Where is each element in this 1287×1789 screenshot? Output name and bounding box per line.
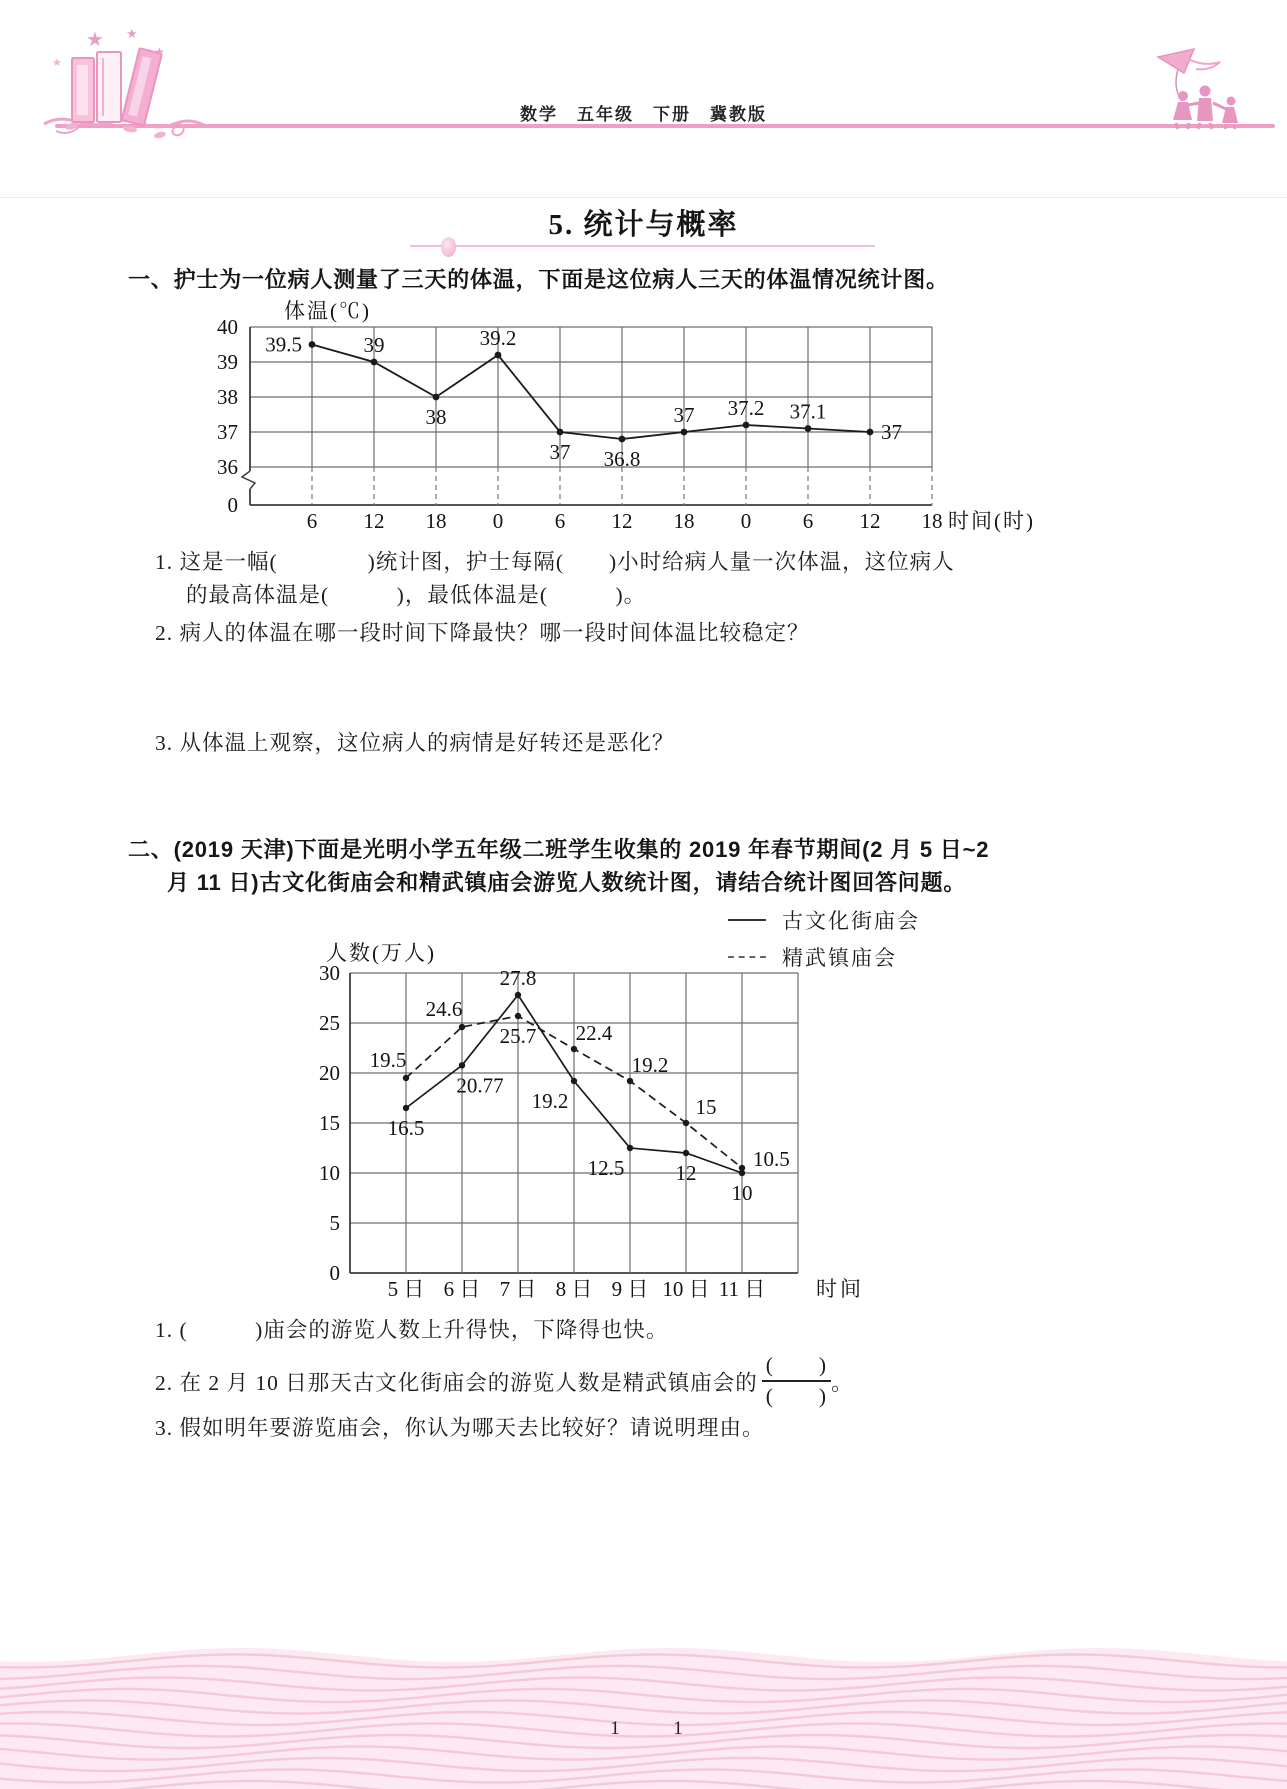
q2-sub2-period: 。 xyxy=(831,1370,854,1395)
data-label: 12.5 xyxy=(587,1156,625,1180)
y-tick-label: 25 xyxy=(319,1011,340,1035)
data-point xyxy=(557,429,564,436)
data-label: 19.2 xyxy=(631,1053,669,1077)
data-line xyxy=(312,345,870,440)
data-label: 27.8 xyxy=(499,966,537,990)
x-tick-label: 6 日 xyxy=(443,1277,481,1301)
star-icon: ★ xyxy=(52,57,62,69)
data-label: 16.5 xyxy=(387,1116,425,1140)
data-label: 36.8 xyxy=(603,447,641,471)
visitors-line-chart xyxy=(280,930,1000,1330)
x-tick-label: 9 日 xyxy=(611,1277,649,1301)
data-label: 24.6 xyxy=(425,997,463,1021)
data-label: 12 xyxy=(675,1161,697,1185)
title-underline xyxy=(410,245,875,247)
axis-break-icon xyxy=(242,471,255,489)
header-course-label: 数学 五年级 下册 冀教版 xyxy=(520,105,767,124)
data-point xyxy=(309,341,316,348)
legend-label: 古文化街庙会 xyxy=(782,908,920,933)
q2-sub1: 1. ( )庙会的游览人数上升得快，下降得也快。 xyxy=(155,1318,669,1342)
y-tick-label: 15 xyxy=(319,1111,340,1135)
data-point xyxy=(433,394,440,401)
y-tick-label: 39 xyxy=(217,350,238,374)
header-separator xyxy=(0,197,1287,198)
x-tick-label: 0 xyxy=(492,509,504,533)
data-point xyxy=(681,429,688,436)
x-tick-label: 8 日 xyxy=(555,1277,593,1301)
q1-sub1-line1: 1. 这是一幅( )统计图，护士每隔( )小时给病人量一次体温，这位病人 xyxy=(155,550,955,574)
data-point xyxy=(683,1120,689,1126)
data-point xyxy=(743,422,750,429)
y-tick-label: 0 xyxy=(329,1261,340,1285)
x-axis-title: 时间(时) xyxy=(948,509,1035,533)
data-point xyxy=(515,992,521,998)
data-label: 20.77 xyxy=(456,1073,504,1098)
data-label: 19.5 xyxy=(369,1048,407,1072)
y-axis-title: 体温(℃) xyxy=(284,299,371,323)
x-tick-label: 6 xyxy=(554,509,566,533)
q1-sub3: 3. 从体温上观察，这位病人的病情是好转还是恶化？ xyxy=(155,731,675,755)
data-label: 39.5 xyxy=(265,332,302,357)
q2-sub2-text: 2. 在 2 月 10 日那天古文化街庙会的游览人数是精武镇庙会的 xyxy=(155,1370,758,1395)
y-tick-label: 30 xyxy=(319,961,340,985)
y-tick-label: 37 xyxy=(217,420,238,444)
y-tick-label: 40 xyxy=(217,315,238,339)
x-tick-label: 18 xyxy=(921,509,943,533)
data-point xyxy=(867,429,874,436)
fraction-denominator: ( ) xyxy=(765,1384,828,1408)
legend-label: 精武镇庙会 xyxy=(782,945,897,970)
x-tick-label: 12 xyxy=(859,509,881,533)
fraction-numerator: ( ) xyxy=(762,1354,831,1382)
y-axis-title: 人数(万人) xyxy=(326,941,436,965)
temperature-line-chart xyxy=(150,295,1160,545)
data-point xyxy=(495,352,502,359)
data-label: 19.2 xyxy=(531,1089,569,1113)
data-label: 37 xyxy=(549,440,571,464)
data-label: 22.4 xyxy=(575,1021,613,1045)
q2-stem-line1: 二、(2019 天津)下面是光明小学五年级二班学生收集的 2019 年春节期间(2 月 5 日~2 xyxy=(128,837,990,862)
data-label: 25.7 xyxy=(499,1024,537,1048)
data-point xyxy=(683,1150,689,1156)
star-icon: ★ xyxy=(126,28,138,41)
data-label: 37.1 xyxy=(789,399,827,424)
data-label: 37.2 xyxy=(727,396,765,420)
data-label: 39.2 xyxy=(479,326,517,350)
q1-stem: 一、护士为一位病人测量了三天的体温，下面是这位病人三天的体温情况统计图。 xyxy=(128,267,949,292)
data-label: 10.5 xyxy=(753,1147,790,1171)
x-tick-label: 10 日 xyxy=(662,1277,710,1301)
y-tick-label: 36 xyxy=(217,455,238,479)
y-tick-label: 0 xyxy=(227,493,238,517)
solid-line-icon xyxy=(728,919,766,921)
q1-sub2: 2. 病人的体温在哪一段时间下降最快？哪一段时间体温比较稳定？ xyxy=(155,621,810,645)
x-tick-label: 12 xyxy=(363,509,385,533)
q2-sub3: 3. 假如明年要游览庙会，你认为哪天去比较好？请说明理由。 xyxy=(155,1416,765,1440)
page-number-right: 1 xyxy=(673,1718,683,1739)
data-point xyxy=(403,1075,409,1081)
data-label: 10 xyxy=(731,1181,753,1205)
y-tick-label: 5 xyxy=(329,1211,340,1235)
x-tick-label: 5 日 xyxy=(387,1277,425,1301)
footer-wave-band xyxy=(0,1641,1287,1789)
data-label: 15 xyxy=(695,1095,717,1119)
data-point xyxy=(805,425,812,432)
data-point xyxy=(627,1078,633,1084)
data-point xyxy=(515,1013,521,1019)
data-point xyxy=(619,436,626,443)
x-tick-label: 0 xyxy=(740,509,752,533)
x-tick-label: 11 日 xyxy=(718,1277,766,1301)
data-point xyxy=(459,1024,465,1030)
q1-sub1-line2: 的最高体温是( )，最低体温是( )。 xyxy=(186,583,647,607)
x-tick-label: 6 xyxy=(802,509,814,533)
x-tick-label: 18 xyxy=(673,509,695,533)
x-axis-title: 时间 xyxy=(816,1277,864,1301)
q2-sub2 xyxy=(155,1352,854,1410)
y-tick-label: 20 xyxy=(319,1061,340,1085)
data-point xyxy=(571,1078,577,1084)
data-point xyxy=(739,1165,745,1171)
x-tick-label: 18 xyxy=(425,509,447,533)
data-label: 39 xyxy=(363,333,385,357)
page-title: 5. 统计与概率 xyxy=(548,209,739,241)
y-tick-label: 38 xyxy=(217,385,238,409)
star-icon: ★ xyxy=(86,29,104,51)
data-point xyxy=(627,1145,633,1151)
q2-stem-line2: 月 11 日)古文化街庙会和精武镇庙会游览人数统计图，请结合统计图回答问题。 xyxy=(167,870,967,895)
page-number-left: 1 xyxy=(610,1718,620,1739)
data-point xyxy=(371,359,378,366)
fraction-blank xyxy=(762,1354,831,1407)
x-tick-label: 12 xyxy=(611,509,633,533)
star-icon: ★ xyxy=(154,45,165,59)
x-tick-label: 6 xyxy=(306,509,318,533)
y-tick-label: 10 xyxy=(319,1161,340,1185)
data-label: 38 xyxy=(425,405,447,429)
data-label: 37 xyxy=(673,403,695,427)
data-point xyxy=(459,1062,465,1068)
x-tick-label: 7 日 xyxy=(499,1277,537,1301)
data-point xyxy=(403,1105,409,1111)
data-point xyxy=(571,1046,577,1052)
data-label: 37 xyxy=(881,420,902,444)
title-dot-icon xyxy=(441,237,456,257)
